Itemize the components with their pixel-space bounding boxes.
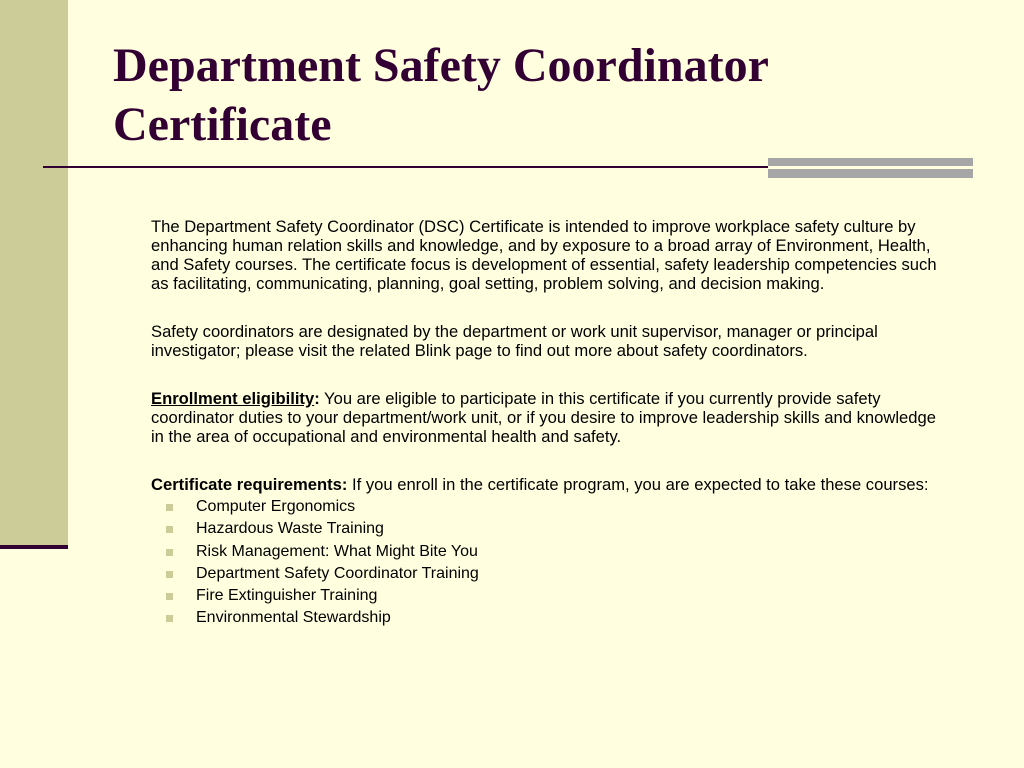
course-label: Fire Extinguisher Training [196, 587, 378, 605]
intro-paragraph: The Department Safety Coordinator (DSC) Certificate is intended to improve workplace safety culture by enhancing human relation skills and knowledge, and by exposure to a broad array of Environment, Health, and Safety courses. The certificate focus is development of essential, safety leadership competencies such as facilitating, communicating, planning, goal setting, problem solving, and decision making. [151, 217, 937, 293]
square-bullet-icon [166, 571, 173, 578]
course-label: Risk Management: What Might Bite You [196, 542, 478, 560]
list-item [151, 585, 951, 607]
list-item [151, 563, 951, 585]
list-item [151, 518, 951, 540]
course-label: Department Safety Coordinator Training [196, 564, 479, 582]
eligibility-paragraph [151, 389, 951, 446]
slide-title: Department Safety Coordinator Certificate [113, 39, 769, 151]
left-accent-line [0, 545, 68, 549]
square-bullet-icon [166, 526, 173, 533]
list-item [151, 541, 951, 563]
title-accent-bar [768, 158, 973, 178]
square-bullet-icon [166, 593, 173, 600]
eligibility-label: Enrollment eligibility [151, 389, 315, 408]
title-accent-stripe [768, 166, 973, 169]
list-item [151, 607, 951, 629]
course-label: Hazardous Waste Training [196, 520, 384, 538]
requirements-text: If you enroll in the certificate program, you are expected to take these courses: [347, 475, 929, 494]
list-item [151, 496, 951, 518]
left-accent-bar [0, 0, 68, 545]
slide-body [151, 217, 951, 630]
eligibility-text: You are eligible to participate in this certificate if you currently provide safety coordinator duties to your department/work unit, or if you desire to improve leadership skills and knowledge in the area of occupational and environmental health and safety. [151, 389, 936, 446]
square-bullet-icon [166, 615, 173, 622]
square-bullet-icon [166, 504, 173, 511]
requirements-paragraph [151, 475, 951, 494]
coordinators-paragraph: Safety coordinators are designated by the department or work unit supervisor, manager or principal investigator; please visit the related Blink page to find out more about safety coordinators. [151, 322, 878, 360]
course-label: Computer Ergonomics [196, 498, 356, 515]
eligibility-colon: : [314, 389, 320, 408]
square-bullet-icon [166, 549, 173, 556]
requirements-label: Certificate requirements: [151, 475, 348, 494]
course-list [151, 496, 951, 630]
course-label: Environmental Stewardship [196, 609, 391, 627]
